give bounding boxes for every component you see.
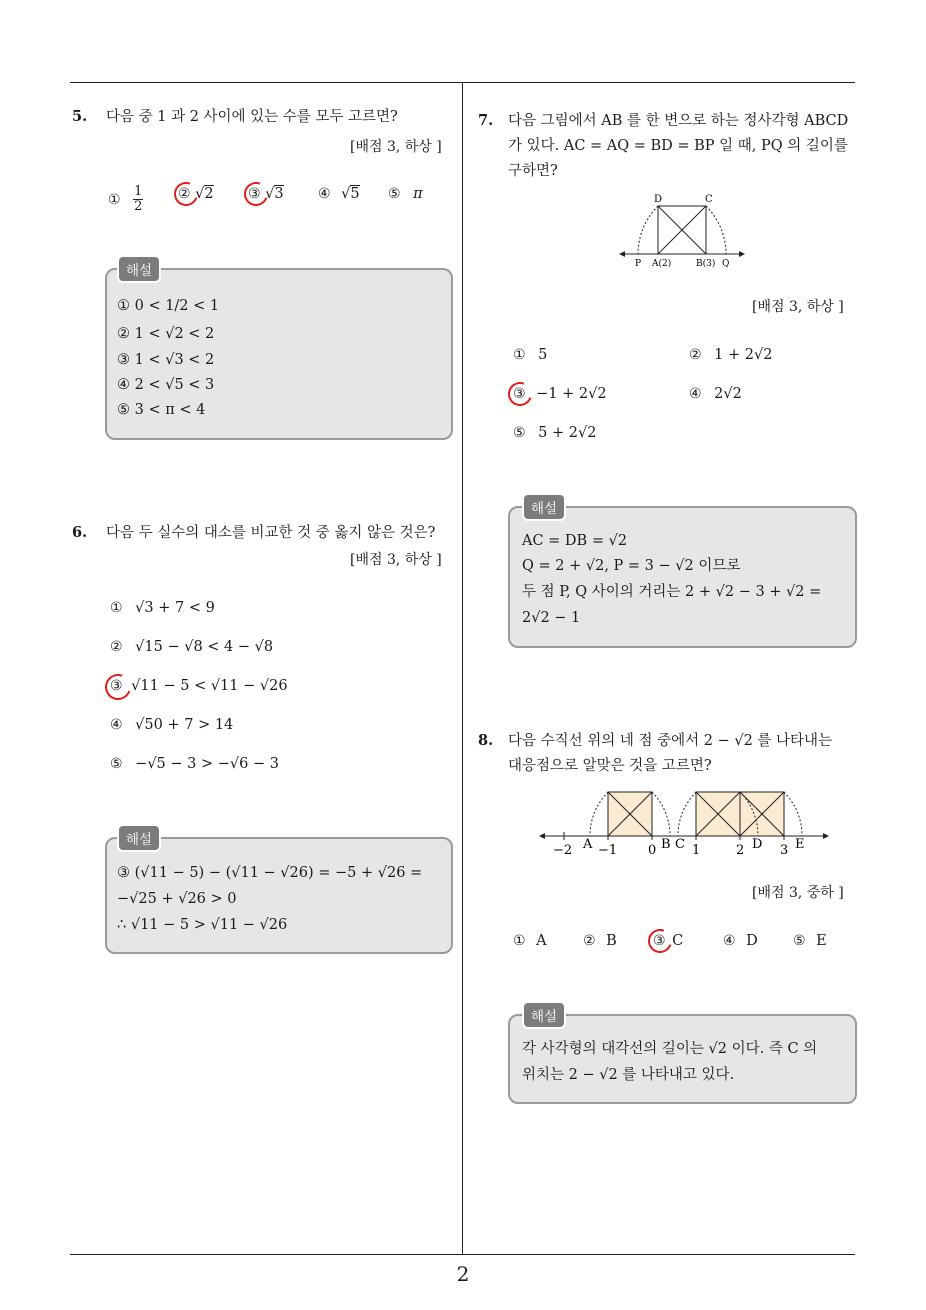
question-text: 다음 중 1 과 2 사이에 있는 수를 모두 고르면? (106, 109, 398, 125)
tick-neg2: −2 (553, 843, 573, 858)
choice-mark: ③ (653, 933, 666, 949)
choice-mark: ④ (689, 386, 702, 402)
point-b: B (661, 837, 671, 852)
point-d: D (752, 837, 763, 852)
choice-2[interactable] (583, 933, 617, 949)
choice-value: A (536, 933, 547, 949)
question-text-line-1: 다음 그림에서 AB 를 한 변으로 하는 정사각형 ABCD (508, 113, 849, 129)
solution-line-3: ∴ √11 − 5 > √11 − √26 (117, 917, 288, 933)
choice-4[interactable] (689, 386, 742, 402)
choice-4[interactable] (110, 717, 233, 733)
choice-mark: ① (108, 191, 121, 208)
choice-value: 1 + 2√2 (714, 347, 773, 363)
solution-line-1: 각 사각형의 대각선의 길이는 √2 이다. 즉 C 의 (522, 1041, 818, 1057)
choice-1[interactable] (110, 600, 215, 616)
point-c: C (675, 837, 685, 852)
choice-mark: ③ (513, 386, 526, 402)
label-a: A(2) (652, 259, 672, 269)
solution-line-2: ② 1 < √2 < 2 (117, 326, 215, 342)
choice-mark: ⑤ (513, 425, 526, 441)
choice-mark: ③ (110, 678, 123, 694)
solution-line-1: ① 0 < 1/2 < 1 (117, 298, 220, 314)
choice-mark: ① (513, 347, 526, 363)
page-number: 2 (456, 1262, 470, 1286)
choice-mark: ① (110, 600, 123, 616)
choice-value: 5 + 2√2 (538, 425, 597, 441)
solution-line-2: −√25 + √26 > 0 (117, 891, 237, 907)
label-p: P (635, 259, 642, 269)
choice-5[interactable]: ⑤ π (388, 186, 423, 202)
solution-line-1: AC = DB = √2 (522, 533, 628, 549)
question-number: 8. (478, 732, 494, 749)
choice-value: −1 + 2√2 (536, 386, 607, 402)
question-number: 6. (72, 524, 88, 541)
point-a: A (583, 837, 593, 852)
column-divider (462, 82, 463, 1254)
selected-answer-mark (504, 378, 536, 410)
choice-mark: ② (689, 347, 702, 363)
choice-value: C (672, 933, 684, 949)
choice-value: √15 − √8 < 4 − √8 (135, 639, 274, 655)
difficulty-label: [배점 3, 하상 ] (752, 299, 844, 315)
solution-tag: 해설 (522, 493, 566, 521)
label-c: C (705, 194, 713, 205)
tick-neg1: −1 (598, 843, 618, 858)
tick-0: 0 (648, 843, 657, 858)
solution-line-4: ④ 2 < √5 < 3 (117, 377, 215, 393)
choice-value: √50 + 7 > 14 (135, 717, 234, 733)
choice-mark: ② (583, 933, 596, 949)
solution-line-3: 두 점 P, Q 사이의 거리는 2 + √2 − 3 + √2 = (522, 584, 822, 600)
solution-line-5: ⑤ 3 < π < 4 (117, 402, 206, 418)
choice-mark: ② (178, 186, 191, 202)
square-figure (618, 192, 748, 274)
selected-answer-mark (170, 178, 202, 210)
choice-value: E (816, 933, 827, 949)
choice-1[interactable] (513, 347, 547, 363)
difficulty-label: [배점 3, 하상 ] (350, 139, 442, 155)
difficulty-label: [배점 3, 하상 ] (350, 552, 442, 568)
question-number: 5. (72, 108, 88, 125)
choice-mark: ⑤ (388, 186, 401, 202)
choice-3[interactable]: ③ √3 (248, 186, 284, 202)
choice-value: D (746, 933, 758, 949)
choice-value: √3 + 7 < 9 (135, 600, 215, 616)
choice-mark: ⑤ (110, 756, 123, 772)
solution-line-2: 위치는 2 − √2 를 나타내고 있다. (522, 1067, 735, 1083)
question-text-line-2: 가 있다. AC = AQ = BD = BP 일 때, PQ 의 길이를 (508, 138, 848, 154)
choice-value: 5 (538, 347, 548, 363)
choice-value: $\frac{1}{2}$ (134, 184, 143, 214)
tick-1: 1 (692, 843, 701, 858)
choice-4[interactable] (723, 933, 758, 949)
choice-3[interactable] (110, 678, 288, 694)
question-text: 다음 두 실수의 대소를 비교한 것 중 옳지 않은 것은? (106, 525, 436, 541)
solution-tag: 해설 (117, 255, 161, 283)
number-line-figure (536, 786, 832, 862)
choice-1[interactable] (513, 933, 547, 949)
solution-line-1: ③ (√11 − 5) − (√11 − √26) = −5 + √26 = (117, 865, 423, 881)
label-q: Q (722, 259, 730, 269)
selected-answer-mark (101, 670, 136, 705)
solution-line-3: ③ 1 < √3 < 2 (117, 352, 215, 368)
difficulty-label: [배점 3, 중하 ] (752, 885, 844, 901)
choice-mark: ④ (110, 717, 123, 733)
choice-mark: ② (110, 639, 123, 655)
tick-2: 2 (736, 843, 745, 858)
solution-line-2: Q = 2 + √2, P = 3 − √2 이므로 (522, 558, 741, 574)
choice-5[interactable] (110, 756, 279, 772)
question-number: 7. (478, 112, 494, 129)
solution-line-4: 2√2 − 1 (522, 610, 581, 626)
choice-value: −√5 − 3 > −√6 − 3 (135, 756, 279, 772)
solution-tag: 해설 (117, 824, 161, 852)
question-text-line-3: 구하면? (508, 163, 558, 179)
selected-answer-mark (240, 178, 272, 210)
question-text-line-2: 대응점으로 알맞은 것을 고르면? (508, 758, 712, 774)
solution-box (105, 837, 453, 954)
point-e: E (795, 837, 805, 852)
choice-5[interactable] (513, 425, 596, 441)
choice-2[interactable] (689, 347, 772, 363)
tick-3: 3 (780, 843, 789, 858)
choice-mark: ④ (318, 186, 331, 202)
solution-box (105, 268, 453, 440)
selected-answer-mark (644, 925, 676, 957)
choice-1[interactable] (108, 185, 143, 214)
label-d: D (654, 194, 663, 205)
choice-value: 2√2 (714, 386, 742, 402)
bottom-rule (70, 1254, 855, 1255)
choice-value: √11 − 5 < √11 − √26 (131, 678, 288, 694)
choice-value: B (606, 933, 617, 949)
choice-mark: ③ (248, 186, 261, 202)
solution-tag: 해설 (522, 1001, 566, 1029)
choice-mark: ④ (723, 933, 736, 949)
label-b: B(3) (696, 259, 716, 269)
choice-mark: ① (513, 933, 526, 949)
choice-5[interactable] (793, 933, 827, 949)
choice-mark: ⑤ (793, 933, 806, 949)
choice-2[interactable]: ② √2 (178, 186, 214, 202)
choice-4[interactable]: ④ √5 (318, 186, 360, 202)
question-text-line-1: 다음 수직선 위의 네 점 중에서 2 − √2 를 나타내는 (508, 733, 833, 749)
choice-2[interactable] (110, 639, 273, 655)
solution-box (508, 506, 857, 648)
